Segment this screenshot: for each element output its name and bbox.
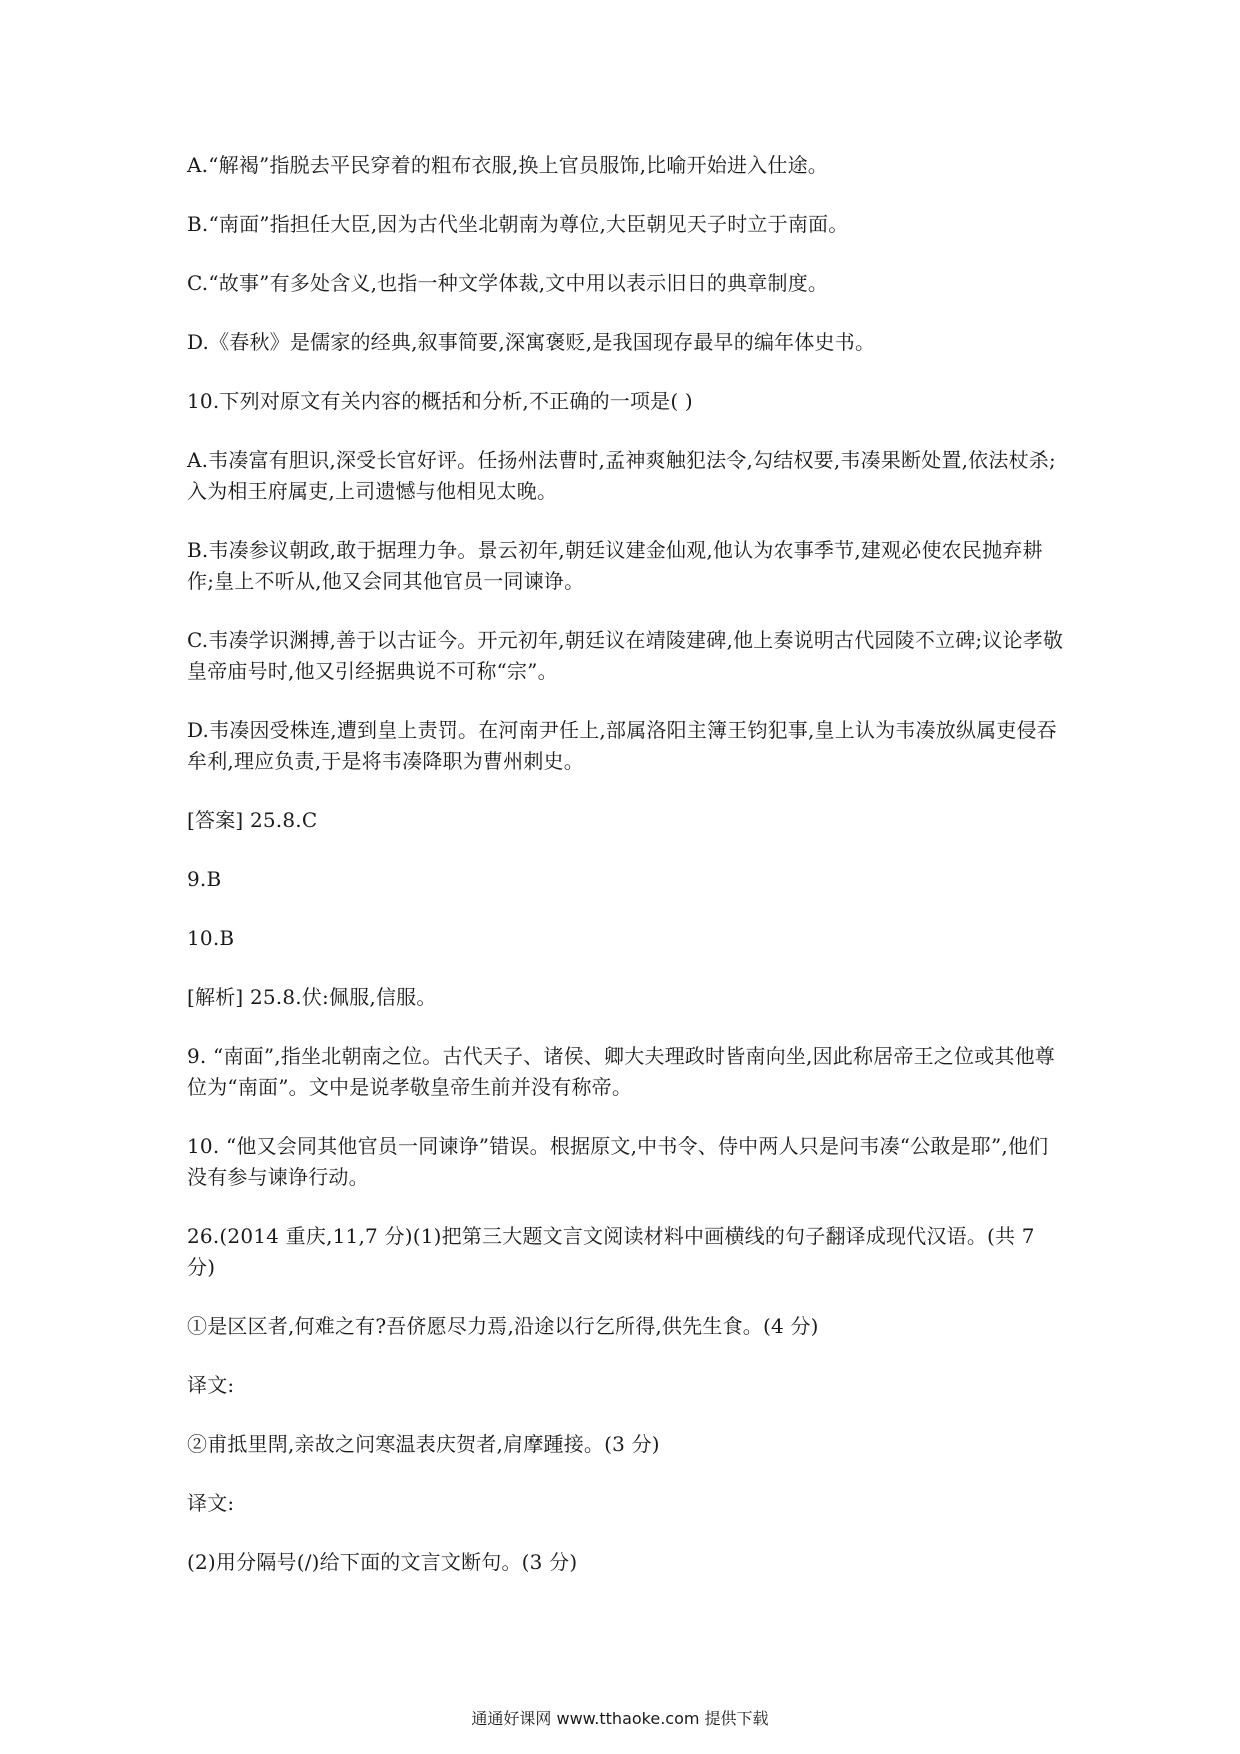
answer-10: 10.B: [187, 926, 235, 950]
translation-label-1: 译文:: [187, 1373, 235, 1397]
question-26: 26.(2014 重庆,11,7 分)(1)把第三大题文言文阅读材料中画横线的句子翻译成现代汉语。(共 7 分): [187, 1224, 1035, 1279]
option-a-jiehe: A.“解褐”指脱去平民穿着的粗布衣服,换上官员服饰,比喻开始进入仕途。: [187, 153, 828, 177]
analysis-9: 9. “南面”,指坐北朝南之位。古代天子、诸侯、卿大夫理政时皆南向坐,因此称居帝王之位或其他尊位为“南面”。文中是说孝敬皇帝生前并没有称帝。: [187, 1044, 1056, 1099]
answer-heading: [答案] 25.8.C: [187, 808, 318, 832]
answer-9: 9.B: [187, 867, 222, 891]
option-d-chunqiu: D.《春秋》是儒家的经典,叙事简要,深寓褒贬,是我国现存最早的编年体史书。: [187, 330, 876, 354]
question-10-option-b: B.韦凑参议朝政,敢于据理力争。景云初年,朝廷议建金仙观,他认为农事季节,建观必使农民抛弃耕作;皇上不听从,他又会同其他官员一同谏诤。: [187, 538, 1043, 593]
sentence-2: ②甫抵里閈,亲故之问寒温表庆贺者,肩摩踵接。(3 分): [187, 1432, 660, 1456]
option-b-nanmian: B.“南面”指担任大臣,因为古代坐北朝南为尊位,大臣朝见天子时立于南面。: [187, 212, 849, 236]
translation-label-2: 译文:: [187, 1491, 235, 1515]
question-10-option-d: D.韦凑因受株连,遭到皇上责罚。在河南尹任上,部属洛阳主簿王钧犯事,皇上认为韦凑放纵属吏侵吞牟利,理应负责,于是将韦凑降职为曹州刺史。: [187, 718, 1057, 773]
analysis-heading: [解析] 25.8.伏:佩服,信服。: [187, 985, 437, 1009]
question-26-part-2: (2)用分隔号(/)给下面的文言文断句。(3 分): [187, 1550, 578, 1574]
question-10-option-a: A.韦凑富有胆识,深受长官好评。任扬州法曹时,孟神爽触犯法令,勾结权要,韦凑果断处置,依法杖杀;入为相王府属吏,上司遗憾与他相见太晚。: [187, 448, 1056, 503]
analysis-10: 10. “他又会同其他官员一同谏诤”错误。根据原文,中书令、侍中两人只是问韦凑“公敢是耶”,他们没有参与谏诤行动。: [187, 1134, 1049, 1189]
option-c-gushi: C.“故事”有多处含义,也指一种文学体裁,文中用以表示旧日的典章制度。: [187, 271, 829, 295]
question-10-option-c: C.韦凑学识渊搏,善于以古证今。开元初年,朝廷议在靖陵建碑,他上奏说明古代园陵不立碑;议论孝敬皇帝庙号时,他又引经据典说不可称“宗”。: [187, 628, 1064, 683]
page-footer: 通通好课网 www.tthaoke.com 提供下载: [471, 1709, 769, 1728]
document-body: [187, 150, 1067, 1606]
question-10: 10.下列对原文有关内容的概括和分析,不正确的一项是( ): [187, 389, 693, 413]
sentence-1: ①是区区者,何难之有?吾侪愿尽力焉,沿途以行乞所得,供先生食。(4 分): [187, 1314, 819, 1338]
